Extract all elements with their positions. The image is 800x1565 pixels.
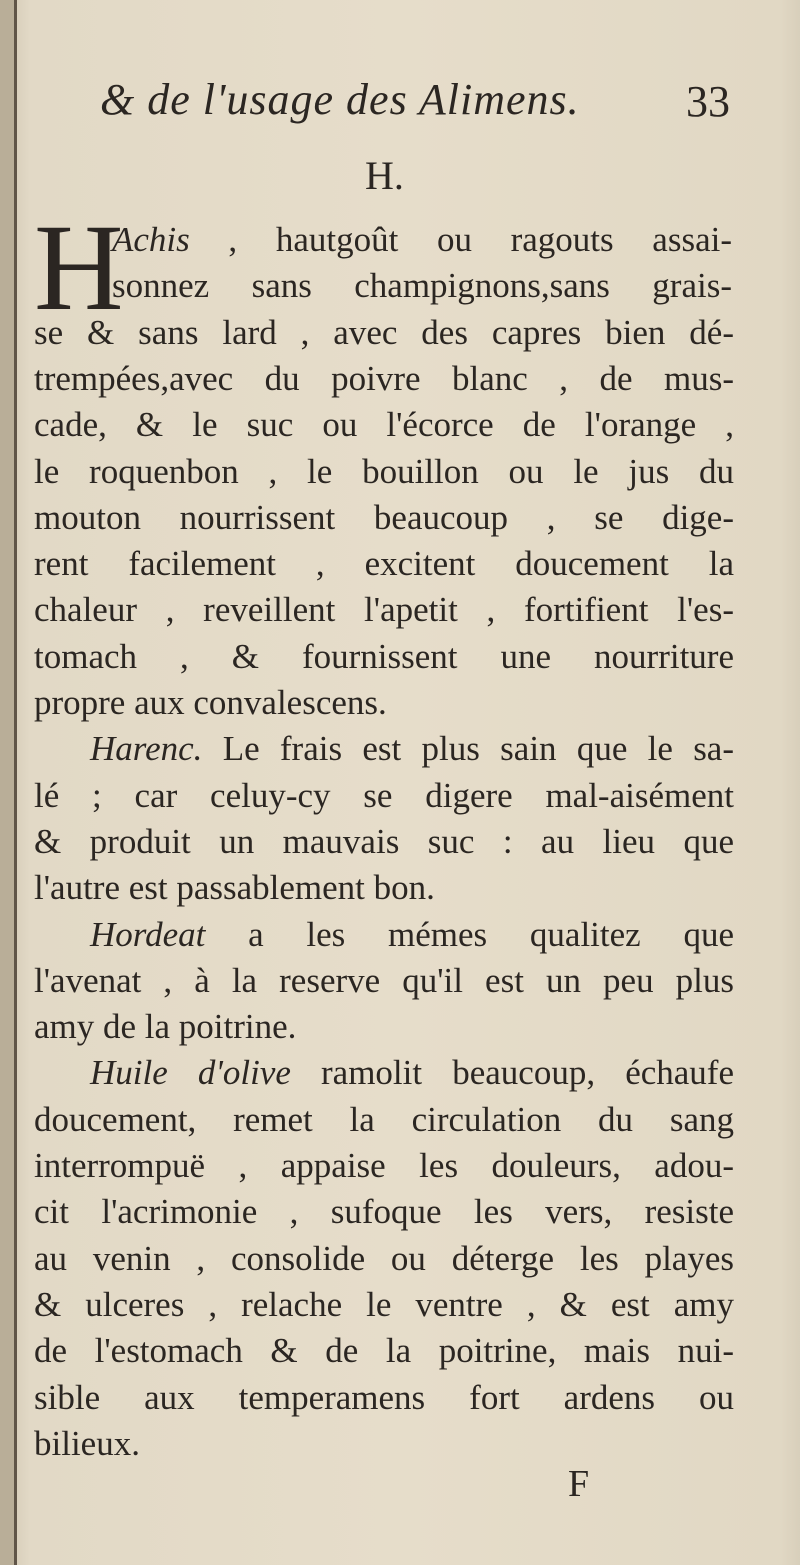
entry-line: sonnez sans champignons,sans grais- (112, 266, 732, 306)
entry-line: amy de la poitrine. (34, 1007, 297, 1047)
entry-line: de l'estomach & de la poitrine, mais nui- (34, 1331, 734, 1371)
entry-line: cade, & le suc ou l'écorce de l'orange , (34, 405, 734, 445)
entry-line: l'autre est passablement bon. (34, 868, 435, 908)
entry-line: doucement, remet la circulation du sang (34, 1099, 734, 1139)
entry-line: au venin , consolide ou déterge les playes (34, 1238, 734, 1278)
entry-line: Achis , hautgoût ou ragouts assai- (112, 220, 732, 259)
entry-line: chaleur , reveillent l'apetit , fortifient l'es- (34, 590, 734, 630)
entry-lemma: Hordeat (90, 914, 206, 954)
entry-line: cit l'acrimonie , sufoque les vers, resiste (34, 1192, 734, 1232)
entry-line: l'avenat , à la reserve qu'il est un peu plus (34, 960, 734, 1000)
drop-cap: H (34, 199, 124, 336)
gutter-shadow (0, 0, 14, 1565)
entry-lemma: Harenc. (90, 729, 203, 769)
section-heading: H. (365, 153, 404, 198)
signature-mark: F (568, 1463, 590, 1505)
entry-line: & ulceres , relache le ventre , & est amy (34, 1284, 734, 1324)
entry-line: tomach , & fournissent une nourriture (34, 636, 734, 676)
entry-line: propre aux convalescens. (34, 683, 387, 722)
entry-line: Harenc. Le frais est plus sain que le sa- (90, 729, 734, 769)
entry-line: le roquenbon , le bouillon ou le jus du (34, 451, 734, 491)
entry-line: & produit un mauvais suc : au lieu que (34, 821, 734, 861)
entry-line: se & sans lard , avec des capres bien dé- (34, 312, 734, 352)
entry-line: trempées,avec du poivre blanc , de mus- (34, 358, 734, 398)
entry-line: sible aux temperamens fort ardens ou (34, 1377, 734, 1417)
running-head (100, 74, 740, 134)
entry-line: mouton nourrissent beaucoup , se dige- (34, 497, 734, 537)
entry-line: Hordeat a les mémes qualitez que (90, 914, 734, 954)
entry-line: bilieux. (34, 1423, 140, 1463)
entry-line: rent facilement , excitent doucement la (34, 544, 734, 584)
binding-edge (14, 0, 17, 1565)
page-number: 33 (686, 77, 730, 126)
entry-line: lé ; car celuy-cy se digere mal-aisément (34, 775, 734, 815)
entry-line: Huile d'olive ramolit beaucoup, échaufe (90, 1053, 734, 1093)
entry-lemma: Achis (112, 220, 190, 259)
entry-lemma: Huile d'olive (90, 1053, 291, 1093)
entry-line: interrompuë , appaise les douleurs, adou- (34, 1146, 734, 1185)
running-title: & de l'usage des Alimens. (100, 75, 580, 124)
